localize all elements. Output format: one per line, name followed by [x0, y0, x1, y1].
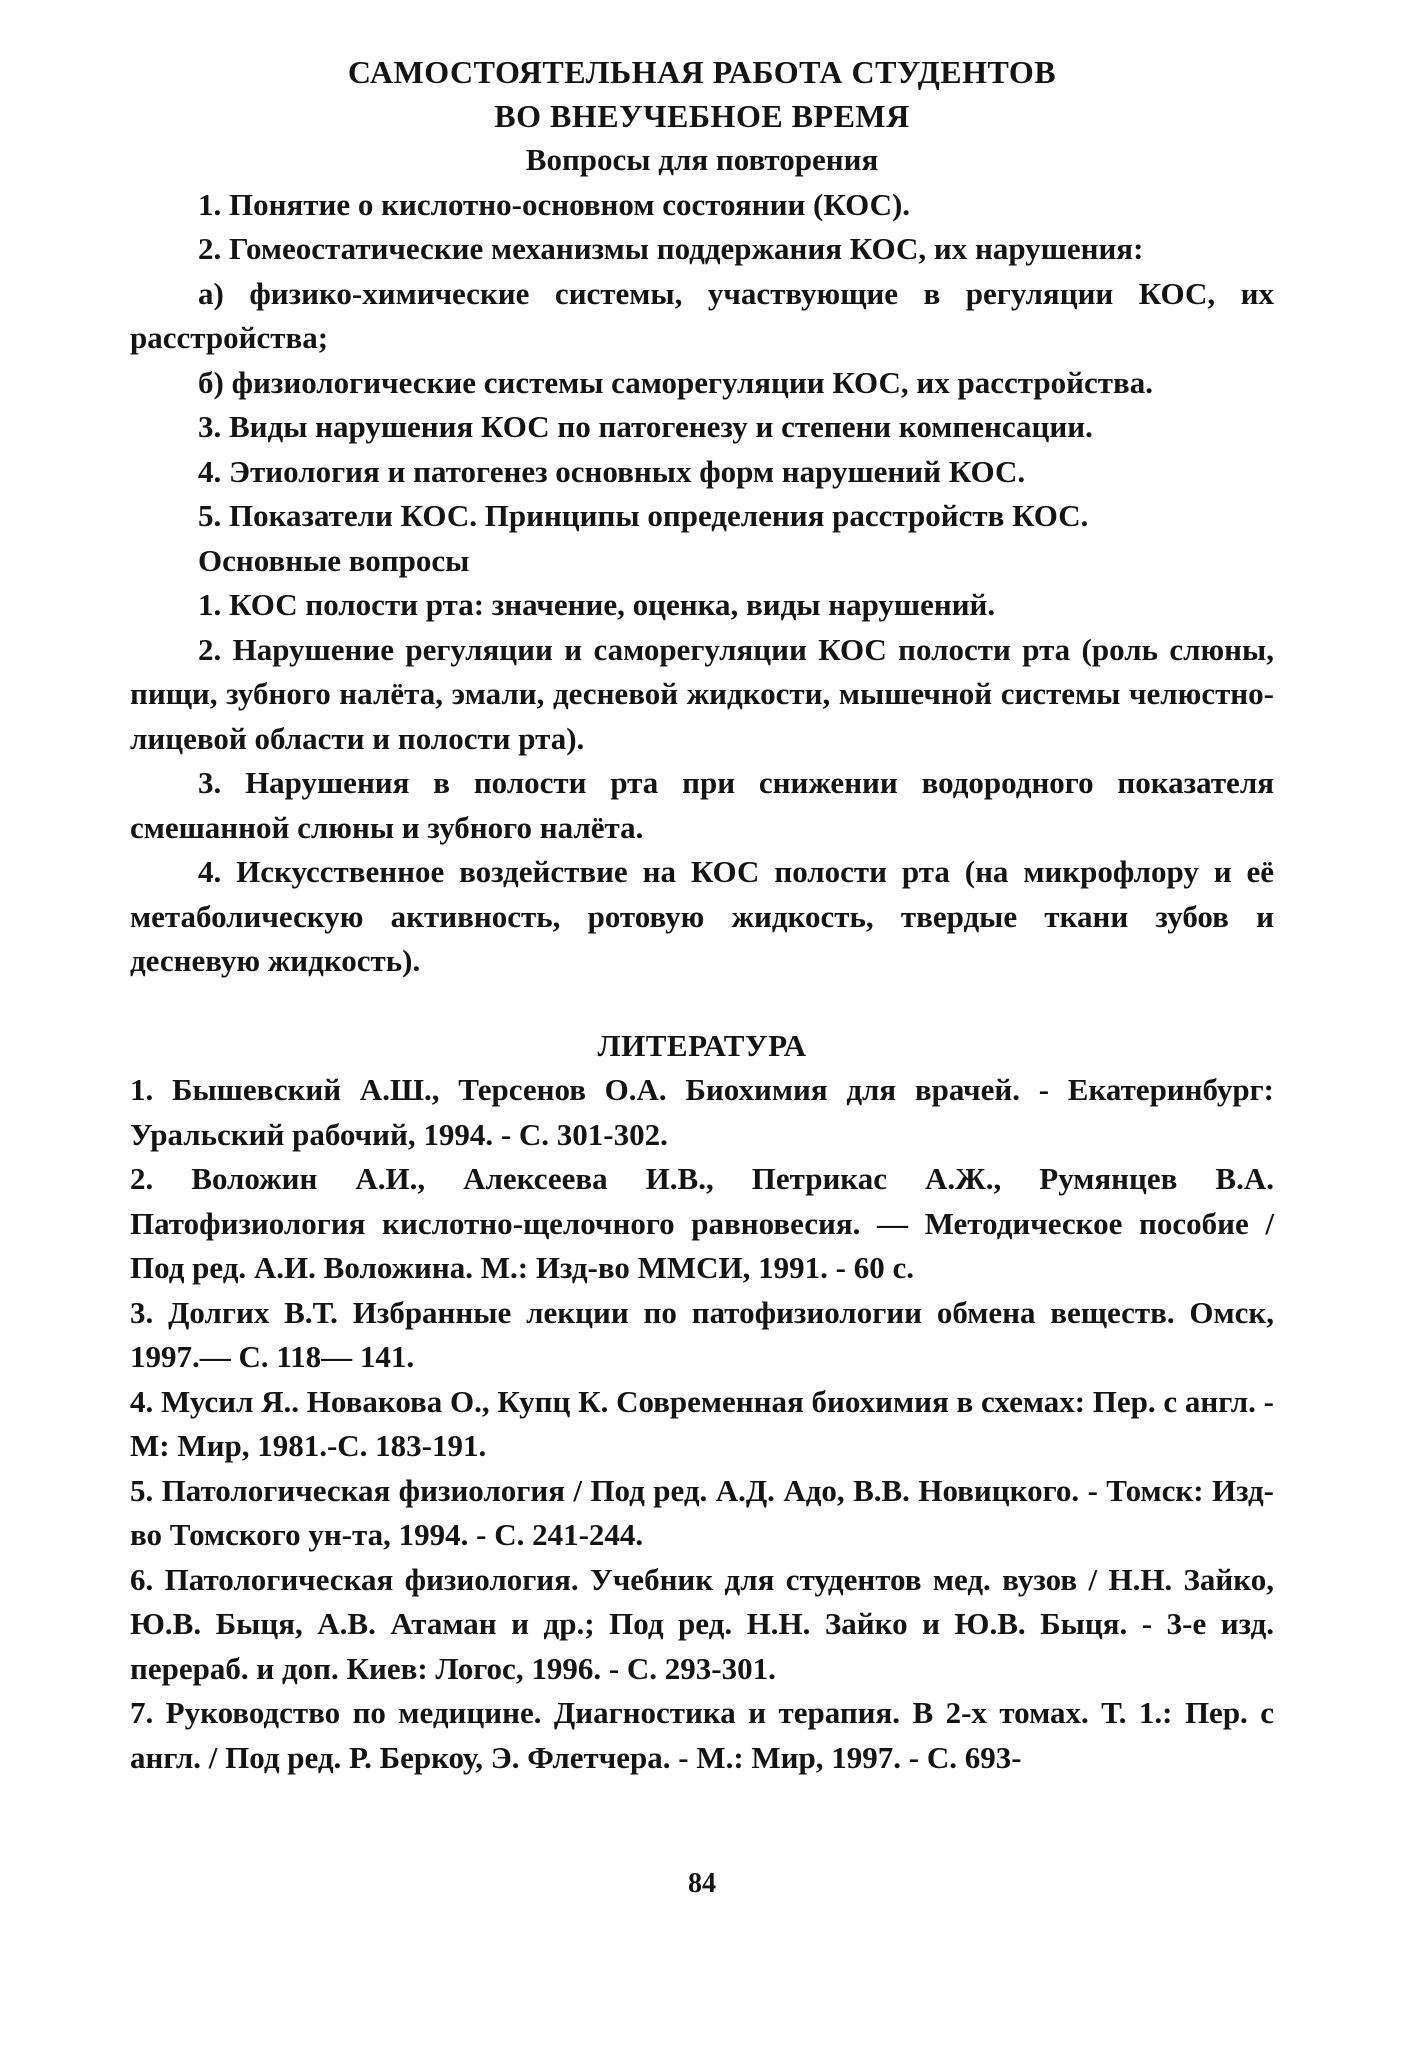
main-question-2: 2. Нарушение регуляции и саморегуляции КОС полости рта (роль слюны, пищи, зубного налёта, эмали, десневой жидкости, мышечной системы челюстно-лицевой области и полости рта). — [130, 631, 1274, 756]
reference-item: 4. Мусил Я.. Новакова О., Купц К. Современная биохимия в схемах: Пер. с англ. - М: Мир, 1981.-С. 183-191. — [130, 1383, 1275, 1463]
main-questions-heading: Основные вопросы — [198, 542, 470, 578]
literature-heading: ЛИТЕРАТУРА — [597, 1027, 807, 1063]
reference-item: 5. Патологическая физиология / Под ред. А.Д. Адо, В.В. Новицкого. - Томск: Изд-во Томского ун-та, 1994. - С. 241-244. — [130, 1472, 1274, 1552]
reference-item: 1. Бышевский А.Ш., Терсенов О.А. Биохимия для врачей. - Екатеринбург: Уральский рабочий, 1994. - С. 301-302. — [130, 1072, 1274, 1152]
section-title-line2: ВО ВНЕУЧЕБНОЕ ВРЕМЯ — [494, 98, 910, 134]
review-question-1: 1. Понятие о кислотно-основном состоянии (КОС). — [198, 186, 911, 222]
page-number: 84 — [688, 1868, 716, 1899]
review-question-5: 5. Показатели КОС. Принципы определения расстройств КОС. — [198, 498, 1089, 533]
reference-item: 2. Воложин А.И., Алексеева И.В., Петрикас А.Ж., Румянцев В.А. Патофизиология кислотно-щелочного равновесия. — Методическое пособие / Под ред. А.И. Воложина. М.: Изд-во ММСИ, 1991. - 60 с. — [130, 1161, 1274, 1285]
review-question-4: 4. Этиология и патогенез основных форм нарушений КОС. — [198, 453, 1026, 489]
review-questions-heading: Вопросы для повторения — [525, 142, 879, 177]
main-question-1: 1. КОС полости рта: значение, оценка, виды нарушений. — [198, 587, 996, 622]
reference-item: 6. Патологическая физиология. Учебник для студентов мед. вузов / Н.Н. Зайко, Ю.В. Быця, А.В. Атаман и др.; Под ред. Н.Н. Зайко и Ю.В. Быця. - 3-е изд. перераб. и доп. Киев: Логос, 1996. - С. 293-301. — [130, 1561, 1274, 1686]
reference-item: 3. Долгих В.Т. Избранные лекции по патофизиологии обмена веществ. Омск, 1997.— С. 118— 141. — [130, 1294, 1274, 1374]
main-question-4: 4. Искусственное воздействие на КОС полости рта (на микрофлору и её метаболическую активность, ротовую жидкость, твердые ткани зубов и десневую жидкость). — [130, 854, 1274, 978]
main-question-3: 3. Нарушения в полости рта при снижении водородного показателя смешанной слюны и зубного налёта. — [130, 765, 1274, 845]
reference-item: 7. Руководство по медицине. Диагностика и терапия. В 2-х томах. Т. 1.: Пер. с англ. / Под ред. Р. Беркоу, Э. Флетчера. - М.: Мир, 1997. - С. 693- — [130, 1695, 1274, 1775]
review-question-2a: а) физико-химические системы, участвующие в регуляции КОС, их расстройства; — [130, 275, 1274, 355]
review-question-3: 3. Виды нарушения КОС по патогенезу и степени компенсации. — [198, 409, 1093, 444]
review-question-2b: б) физиологические системы саморегуляции КОС, их расстройства. — [198, 364, 1153, 400]
document-page — [130, 50, 1274, 1780]
section-title-line1: САМОСТОЯТЕЛЬНАЯ РАБОТА СТУДЕНТОВ — [347, 54, 1057, 90]
review-question-2: 2. Гомеостатические механизмы поддержания КОС, их нарушения: — [198, 231, 1144, 266]
